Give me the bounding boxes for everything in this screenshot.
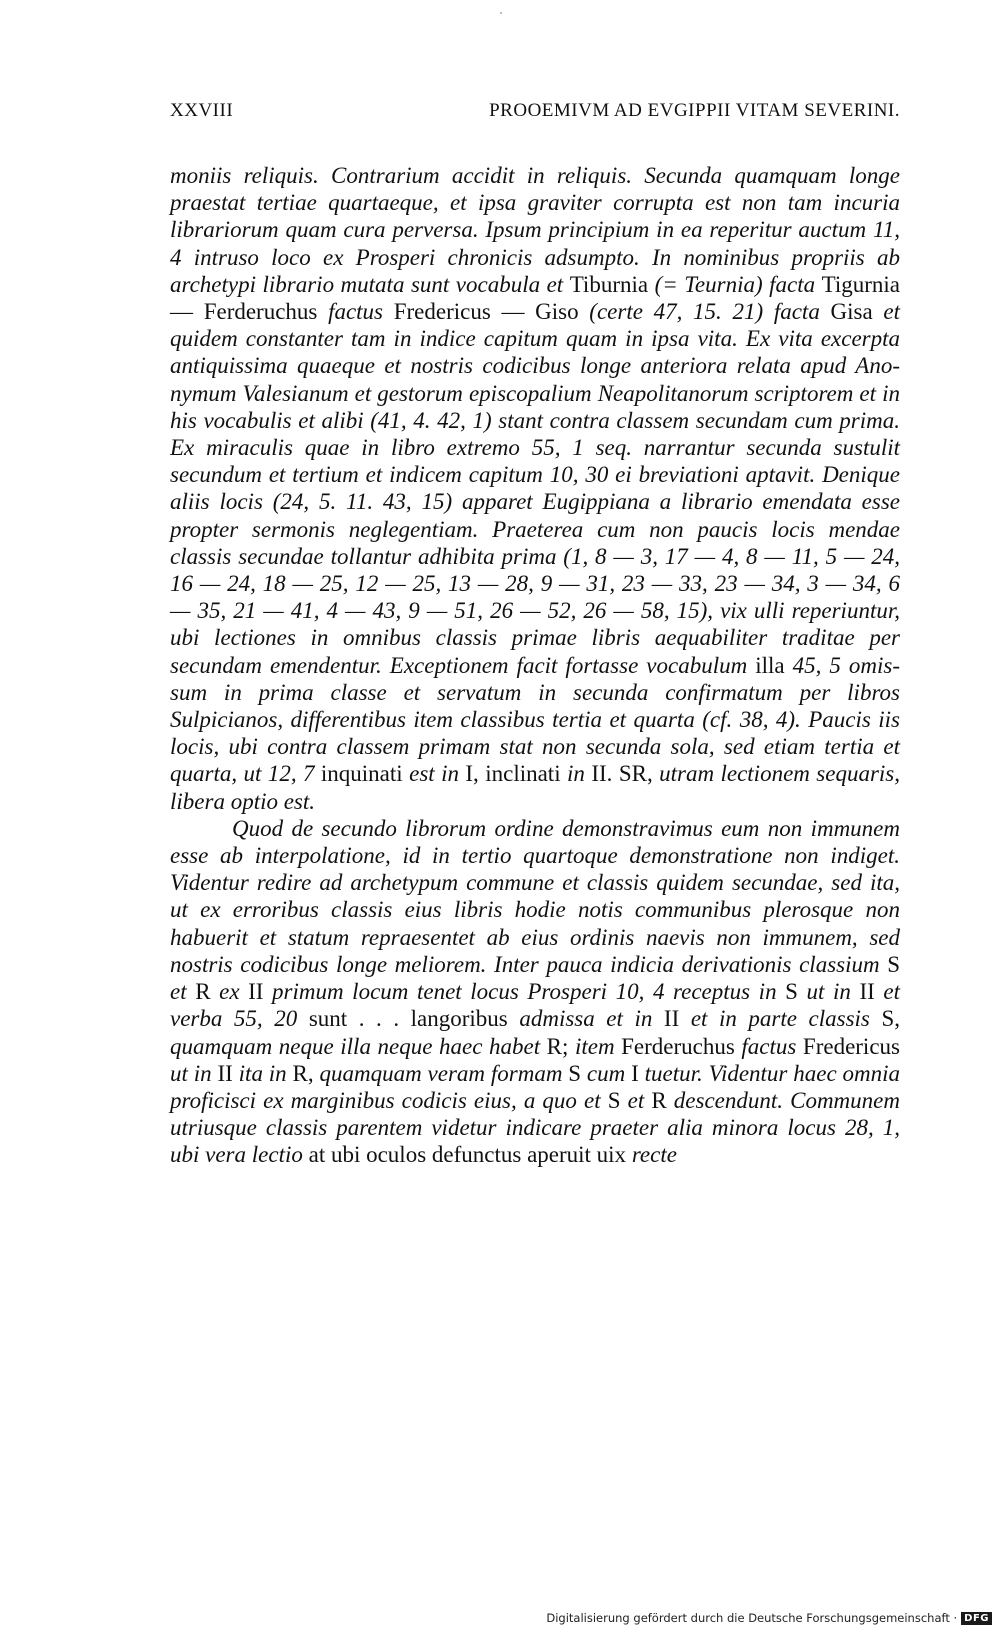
text-run: sunt . . . langoribus [308,1006,508,1032]
text-run: Tiburnia [569,271,649,297]
text-run: factus [734,1033,803,1059]
text-run: (certe 47, 15. 21) facta [578,299,831,325]
text-run: S [607,1087,621,1113]
text-run: I, inclinati [465,761,561,787]
text-run: 45, 5 omissum in prima classe et servatum in secunda confirmatum per libros Sulpicianos, differentibus item classibus tertia et quarta (cf. 38, 4). Paucis iis locis, ubi contra classem primam stat non secunda sola, sed etiam tertia et quarta, ut 12, 7 [170,652,901,787]
text-run: R; [546,1033,569,1059]
text-run: et [170,979,196,1005]
page [170,100,900,1169]
text-run: et in parte classis [679,1006,882,1032]
text-run: tuetur. Videntur haec omnia proficisci ex marginibus codicis eius, a quo et [170,1060,900,1113]
paragraph-1 [170,162,900,815]
text-run: et quidem constanter tam in indice capitum quam in ipsa vita. Ex vita excerpta antiquissima quaeque et nostris codicibus longe anteriora relata apud Anonymum Valesianum et gestorum episcopalium Neapolitanorum scriptorem et in his vocabulis et alibi (41, 4. 42, 1) stant contra classem secundam cum prima. Ex miraculis quae in libro extremo 55, 1 seq. narrantur secunda sustulit secundum et tertium et indicem capitum 10, 30 ei breviationi aptavit. Denique aliis locis (24, 5. 11. 43, 15) apparet Eugippiana a librario emendata esse propter sermonis neglegentiam. Praeterea cum non paucis locis mendae classis secundae tollantur adhibita prima (1, 8 — 3, 17 — 4, 8 — 11, 5 — 24, 16 — 24, 18 — 25, 12 — 25, 13 — 28, 9 — 31, 23 — 33, 23 — 34, 3 — 34, 6 — 35, 21 — 41, 4 — 43, 9 — 51, 26 — 52, 26 — 58, 15), vix ulli reperiuntur, ubi lectiones in omnibus classis primae libris aequabiliter traditae per secundam emendentur. Exceptionem facit fortasse vocabulum [170,299,900,678]
text-run: Fredericus [802,1033,900,1059]
text-run: quamquam veram formam [313,1060,569,1086]
text-run: S [785,979,798,1005]
running-title: PROOEMIVM AD EVGIPPII VITAM SEVERINI. [489,100,900,121]
text-run: II [217,1060,233,1086]
text-run: factus [317,299,394,325]
text-run: recte [626,1142,677,1168]
text-run: S [887,951,900,977]
paragraph-2 [170,815,900,1169]
text-run: utram lectionem sequaris, libera optio est. [170,761,901,814]
text-run: quamquam neque illa neque haec habet [170,1033,547,1059]
text-run: et [620,1087,652,1113]
text-run: descendunt. Communem utriusque classis parentem videtur indicare praeter alia minora locus 28, 1, ubi vera lectio [170,1087,900,1168]
text-run: et verba 55, 20 [170,979,900,1032]
text-run: cum [581,1060,632,1086]
text-run: II [859,979,875,1005]
text-run: R [195,979,211,1005]
text-run: S, [881,1006,900,1032]
text-run: Tigurnia — Ferderuchus [170,271,901,325]
dfg-logo: DFG [961,1612,992,1625]
credit-text: Digitalisierung gefördert durch die Deutsche Forschungsgemeinschaft · [546,1611,958,1625]
text-run: R [651,1087,667,1113]
running-head [170,100,900,122]
text-run: Gisa [830,299,873,325]
text-run: illa [755,652,785,678]
text-run: II. SR, [591,761,653,787]
text-run: item [568,1033,622,1059]
text-run: ut in [170,1060,218,1086]
text-run: ita in [232,1060,293,1086]
text-run: Ferderuchus [621,1033,735,1059]
digitization-credit [546,1611,992,1625]
scan-speck [500,12,502,14]
body-text [170,162,900,1169]
text-run: in [560,761,592,787]
text-run: Quod de secundo librorum ordine demonstravimus eum non immunem esse ab interpolatione, id in tertio quartoque demonstratione non indiget. Videntur redire ad archetypum commune et classis quidem secundae, sed ita, ut ex erroribus classis eius libris hodie notis communibus plerosque non habuerit et statum repraesentet ab eius ordinis naevis non immunem, sed nostris codicibus longe meliorem. Inter pauca indicia derivationis classium [170,815,900,977]
text-run: (= Teurnia) facta [648,271,822,297]
text-run: admissa et in [507,1006,664,1032]
text-run: R, [292,1060,314,1086]
text-run: at ubi oculos defunctus aperuit uix [308,1142,627,1168]
text-run: II [248,979,264,1005]
text-run: est in [402,761,466,787]
text-run: inquinati [320,761,403,787]
text-run: Fredericus — Giso [393,299,579,325]
folio-number: XXVIII [170,100,234,121]
text-run: ut in [797,979,860,1005]
text-run: ex [210,979,249,1005]
text-run: moniis reliquis. Contrarium accidit in reliquis. Secunda quamquam longe praestat tertiae quartaeque, et ipsa graviter corrupta est non tam incuria librariorum quam cura perversa. Ipsum principium in ea reperitur auctum 11, 4 intruso loco ex Prosperi chronicis adsumpto. In nominibus propriis ab archetypi librario mutata sunt vocabula et [170,163,900,297]
text-run: II [663,1006,680,1032]
text-run: I [631,1060,639,1086]
text-run: S [568,1060,582,1086]
text-run: primum locum tenet locus Prosperi 10, 4 receptus in [263,979,786,1005]
